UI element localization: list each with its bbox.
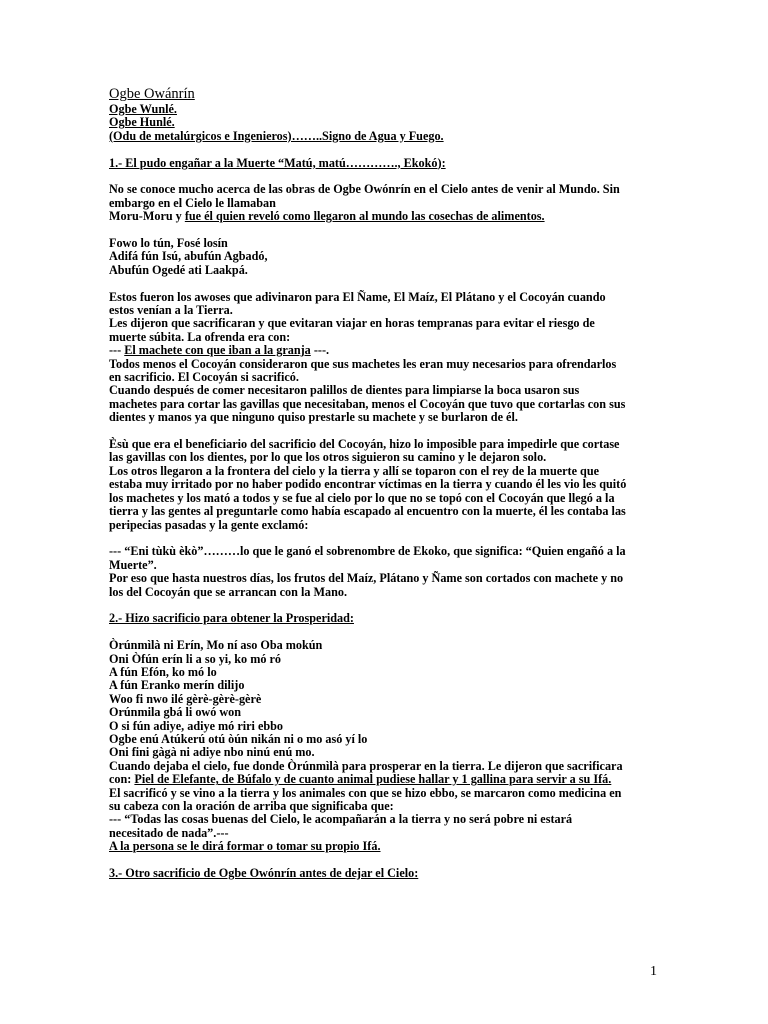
verse-line: Orúnmila gbá li owó won bbox=[109, 705, 242, 720]
underlined-text: Piel de Elefante, de Búfalo y de cuanto animal pudiese hallar y 1 gallina para servir a su Ifá. bbox=[134, 772, 612, 787]
verse-line: Woo fi nwo ilé gèrè-gèrè-gèrè bbox=[109, 691, 262, 706]
text-line: embargo en el Cielo le llamaban bbox=[109, 195, 276, 210]
text-line: peripecias pasadas y la gente exclamó: bbox=[109, 517, 309, 532]
text-line: Muerte”. bbox=[109, 557, 157, 572]
section-3-heading: 3.- Otro sacrificio de Ogbe Owónrín antes de dejar el Cielo: bbox=[109, 866, 419, 881]
verse-line: A fún Efón, ko mó lo bbox=[109, 664, 217, 679]
verse-line: Oni Òfún erín li a so yi, ko mó ró bbox=[109, 651, 281, 666]
text-line: Cuando dejaba el cielo, fue donde Òrúnmìlà para prosperar en la tierra. Le dijeron que sacrificara bbox=[109, 758, 623, 773]
offering-line: --- El machete con que iban a la granja ---. bbox=[109, 343, 330, 358]
text-line: muerte súbita. La ofrenda era con: bbox=[109, 329, 291, 344]
verse-line: Fowo lo tún, Fosé losín bbox=[109, 236, 228, 251]
closing-line: A la persona se le dirá formar o tomar su propio Ifá. bbox=[109, 839, 381, 854]
text-line: Les dijeron que sacrificaran y que evitaran viajar en horas tempranas para evitar el riesgo de bbox=[109, 316, 595, 331]
text-line: No se conoce mucho acerca de las obras de Ogbe Owónrín en el Cielo antes de venir al Mundo. Sin bbox=[109, 182, 620, 197]
text-line: estaba muy irritado por no haber podido encontrar víctimas en la tierra y cuando él les vio les quitó bbox=[109, 477, 627, 492]
subtitle: (Odu de metalúrgicos e Ingenieros)……..Signo de Agua y Fuego. bbox=[109, 128, 444, 143]
section-2-heading: 2.- Hizo sacrificio para obtener la Prosperidad: bbox=[109, 611, 354, 626]
verse-line: A fún Eranko merín dilijo bbox=[109, 678, 245, 693]
page-number: 1 bbox=[650, 964, 657, 979]
verse-line: O si fún adiye, adiye mó riri ebbo bbox=[109, 718, 284, 733]
text-line: El sacrificó y se vino a la tierra y los animales con que se hizo ebbo, se marcaron como medicina en bbox=[109, 785, 622, 800]
underlined-text: El machete con que iban a la granja bbox=[124, 343, 311, 358]
section-1-heading: 1.- El pudo engañar a la Muerte “Matú, matú…………., Ekokó): bbox=[109, 155, 446, 170]
text-line: Los otros llegaron a la frontera del cielo y la tierra y allí se toparon con el rey de la muerte que bbox=[109, 463, 600, 478]
text-line: con: Piel de Elefante, de Búfalo y de cuanto animal pudiese hallar y 1 gallina para servir a su Ifá. bbox=[109, 772, 612, 787]
page-title: Ogbe Owánrín bbox=[109, 86, 195, 102]
text-line: los del Cocoyán que se arrancan con la Mano. bbox=[109, 584, 347, 599]
verse-line: Abufún Ogedé ati Laakpá. bbox=[109, 262, 248, 277]
text-line: Èsù que era el beneficiario del sacrificio del Cocoyán, hizo lo imposible para impedirle que cortase bbox=[109, 437, 620, 452]
text-line: su cabeza con la oración de arriba que significaba que: bbox=[109, 799, 394, 813]
verse-line: Adifá fún Isú, abufún Agbadó, bbox=[109, 249, 268, 264]
text-line: --- “Eni tùkù èkò”………lo que le ganó el sobrenombre de Ekoko, que significa: “Quien engañó a la bbox=[109, 544, 626, 559]
text-line: machetes para cortar las gavillas que necesitaban, menos el Cocoyán que tuvo que cortarlas con sus bbox=[109, 396, 626, 411]
verse-line: Òrúnmìlà ni Erín, Mo ní aso Oba mokún bbox=[109, 638, 323, 653]
text-line: tierra y las gentes al preguntarle como había escapado al encuentro con la muerte, él les contaba las bbox=[109, 504, 626, 519]
text-line: Estos fueron los awoses que adivinaron para El Ñame, El Maíz, El Plátano y el Cocoyán cuando bbox=[109, 289, 606, 304]
text-line: --- “Todas las cosas buenas del Cielo, le acompañarán a la tierra y no será pobre ni estará bbox=[109, 812, 573, 827]
alias-line: Ogbe Hunlé. bbox=[109, 115, 175, 130]
text-line: los machetes y los mató a todos y se fue al cielo por lo que no se topó con el Cocoyán que llegó a la bbox=[109, 490, 615, 505]
alias-line: Ogbe Wunlé. bbox=[109, 102, 177, 116]
underlined-text: fue él quien reveló como llegaron al mundo las cosechas de alimentos. bbox=[184, 209, 545, 224]
text-line: en sacrificio. El Cocoyán si sacrificó. bbox=[109, 370, 299, 385]
text-line: Cuando después de comer necesitaron palillos de dientes para limpiarse la boca usaron sus bbox=[109, 383, 580, 398]
verse-line: Ogbe enú Atúkerú otú òún nikán ni o mo asó yí lo bbox=[109, 731, 368, 746]
document-body bbox=[109, 86, 659, 880]
text-line: Por eso que hasta nuestros días, los frutos del Maíz, Plátano y Ñame son cortados con machete y no bbox=[109, 571, 624, 586]
text-line: Todos menos el Cocoyán consideraron que sus machetes les eran muy necesarios para ofrendarlos bbox=[109, 356, 617, 371]
text-line: dientes y manos ya que ninguno quiso prestarle su machete y se burlaron de él. bbox=[109, 410, 518, 425]
text-line: estos venían a la Tierra. bbox=[109, 303, 233, 318]
verse-line: Oni fini gàgà ni adiye nbo ninú enú mo. bbox=[109, 745, 315, 760]
text-line: necesitado de nada”.--- bbox=[109, 825, 229, 840]
text-line: las gavillas con los dientes, por lo que los otros siguieron su camino y le dejaron solo. bbox=[109, 450, 547, 465]
text-line: Moru-Moru y fue él quien reveló como llegaron al mundo las cosechas de alimentos. bbox=[109, 209, 545, 224]
